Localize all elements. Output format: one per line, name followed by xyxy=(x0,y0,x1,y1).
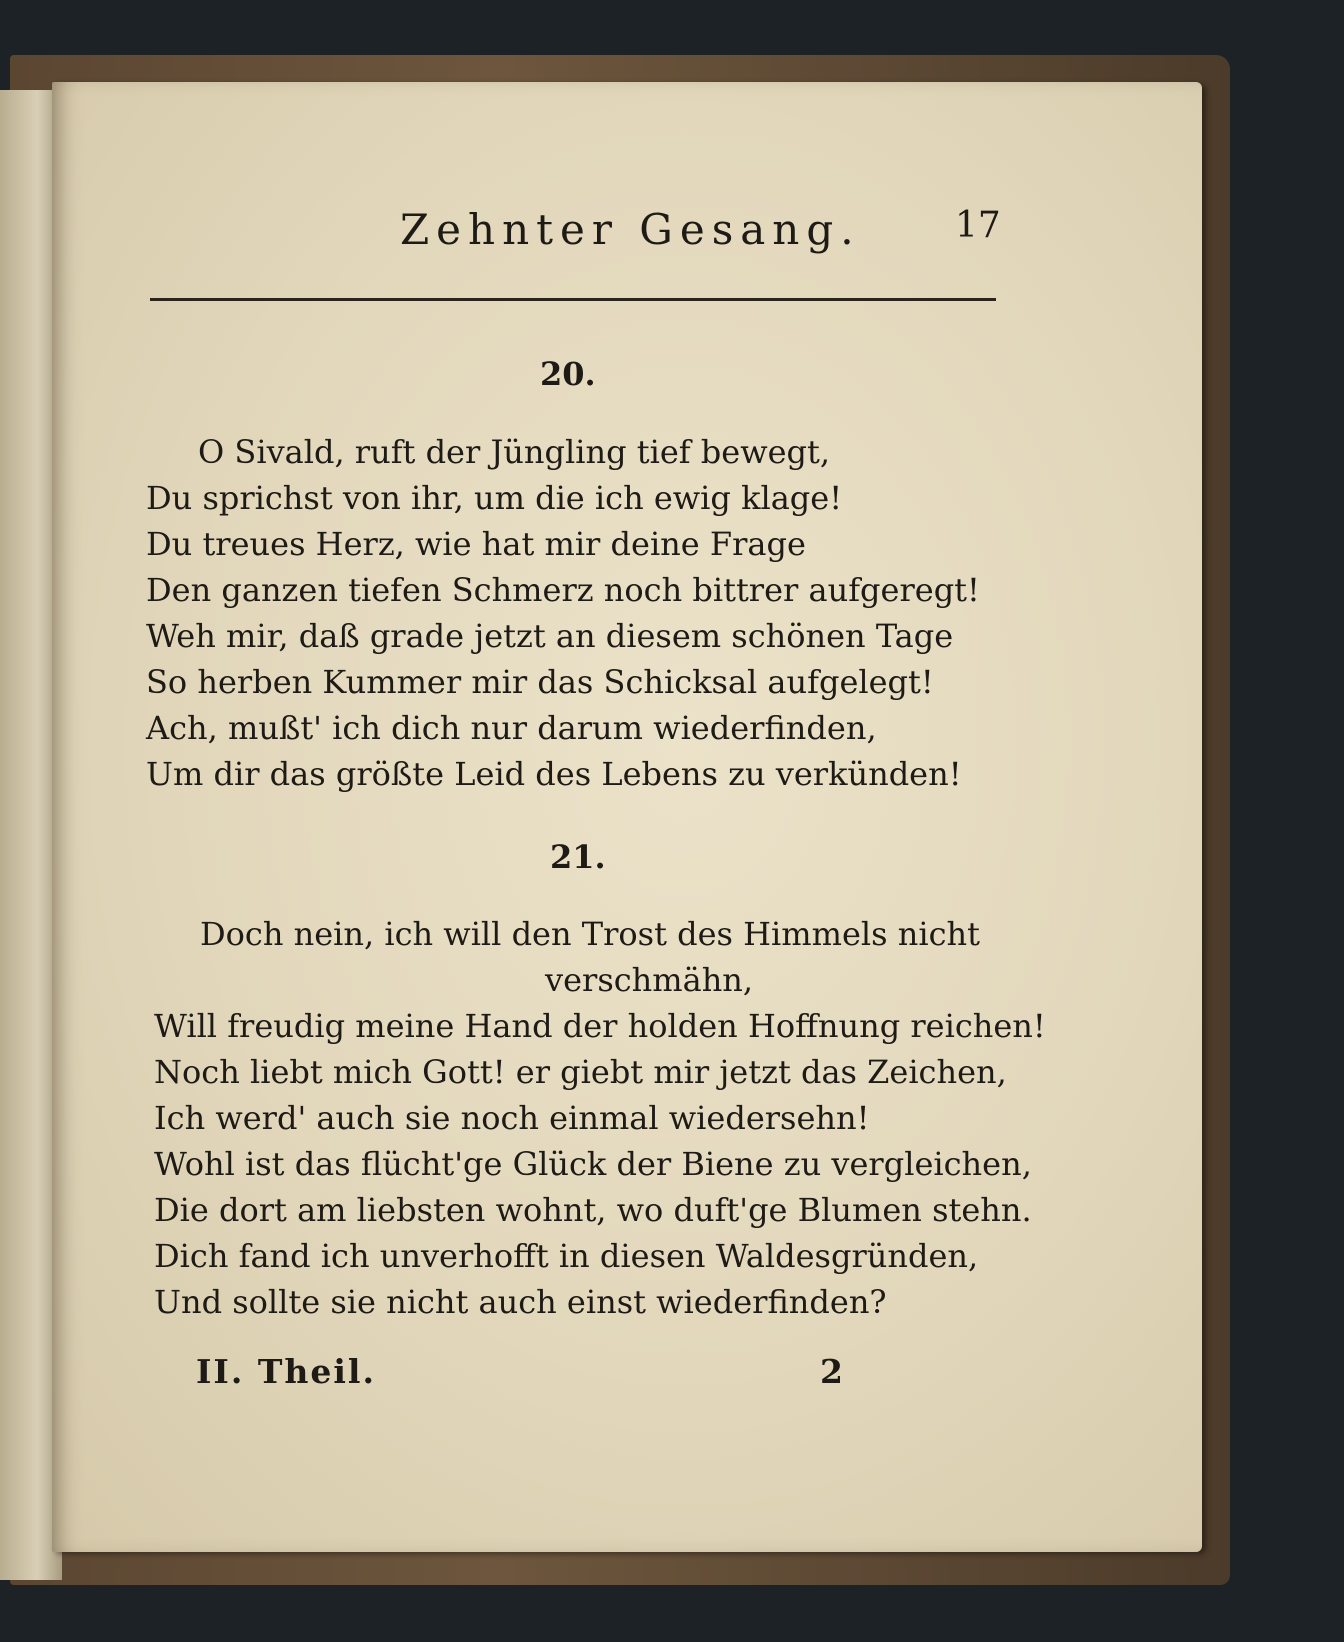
header-rule xyxy=(150,298,996,301)
verse-line: Ich werd' auch sie noch einmal wiedersehn! xyxy=(154,1099,870,1137)
verse-line: Weh mir, daß grade jetzt an diesem schönen Tage xyxy=(146,617,954,655)
verse-line: Den ganzen tiefen Schmerz noch bittrer aufgeregt! xyxy=(146,571,980,609)
stanza-number: 21. xyxy=(550,838,606,876)
running-head-title: Zehnter Gesang. xyxy=(400,205,861,254)
verse-line: Und sollte sie nicht auch einst wiederfinden? xyxy=(154,1283,887,1321)
verse-line: O Sivald, ruft der Jüngling tief bewegt, xyxy=(198,433,831,471)
page-number: 17 xyxy=(955,205,1001,246)
verse-line: Wohl ist das flücht'ge Glück der Biene zu vergleichen, xyxy=(154,1145,1032,1183)
verse-line: Will freudig meine Hand der holden Hoffnung reichen! xyxy=(154,1007,1046,1045)
footer-sheet-mark: 2 xyxy=(820,1352,843,1391)
verse-line-continuation: verschmähn, xyxy=(545,961,754,999)
verse-line: So herben Kummer mir das Schicksal aufgelegt! xyxy=(146,663,934,701)
verse-line: Du sprichst von ihr, um die ich ewig klage! xyxy=(146,479,843,517)
verse-line: Doch nein, ich will den Trost des Himmels nicht xyxy=(200,915,980,953)
verse-line: Um dir das größte Leid des Lebens zu verkünden! xyxy=(146,755,962,793)
footer-signature: II. Theil. xyxy=(196,1352,376,1391)
book-page xyxy=(52,82,1202,1552)
verse-line: Noch liebt mich Gott! er giebt mir jetzt das Zeichen, xyxy=(154,1053,1007,1091)
verse-line: Du treues Herz, wie hat mir deine Frage xyxy=(146,525,806,563)
verse-line: Die dort am liebsten wohnt, wo duft'ge Blumen stehn. xyxy=(154,1191,1032,1229)
verse-line: Dich fand ich unverhofft in diesen Waldesgründen, xyxy=(154,1237,979,1275)
verse-line: Ach, mußt' ich dich nur darum wiederfinden, xyxy=(146,709,877,747)
stanza-number: 20. xyxy=(540,355,596,393)
